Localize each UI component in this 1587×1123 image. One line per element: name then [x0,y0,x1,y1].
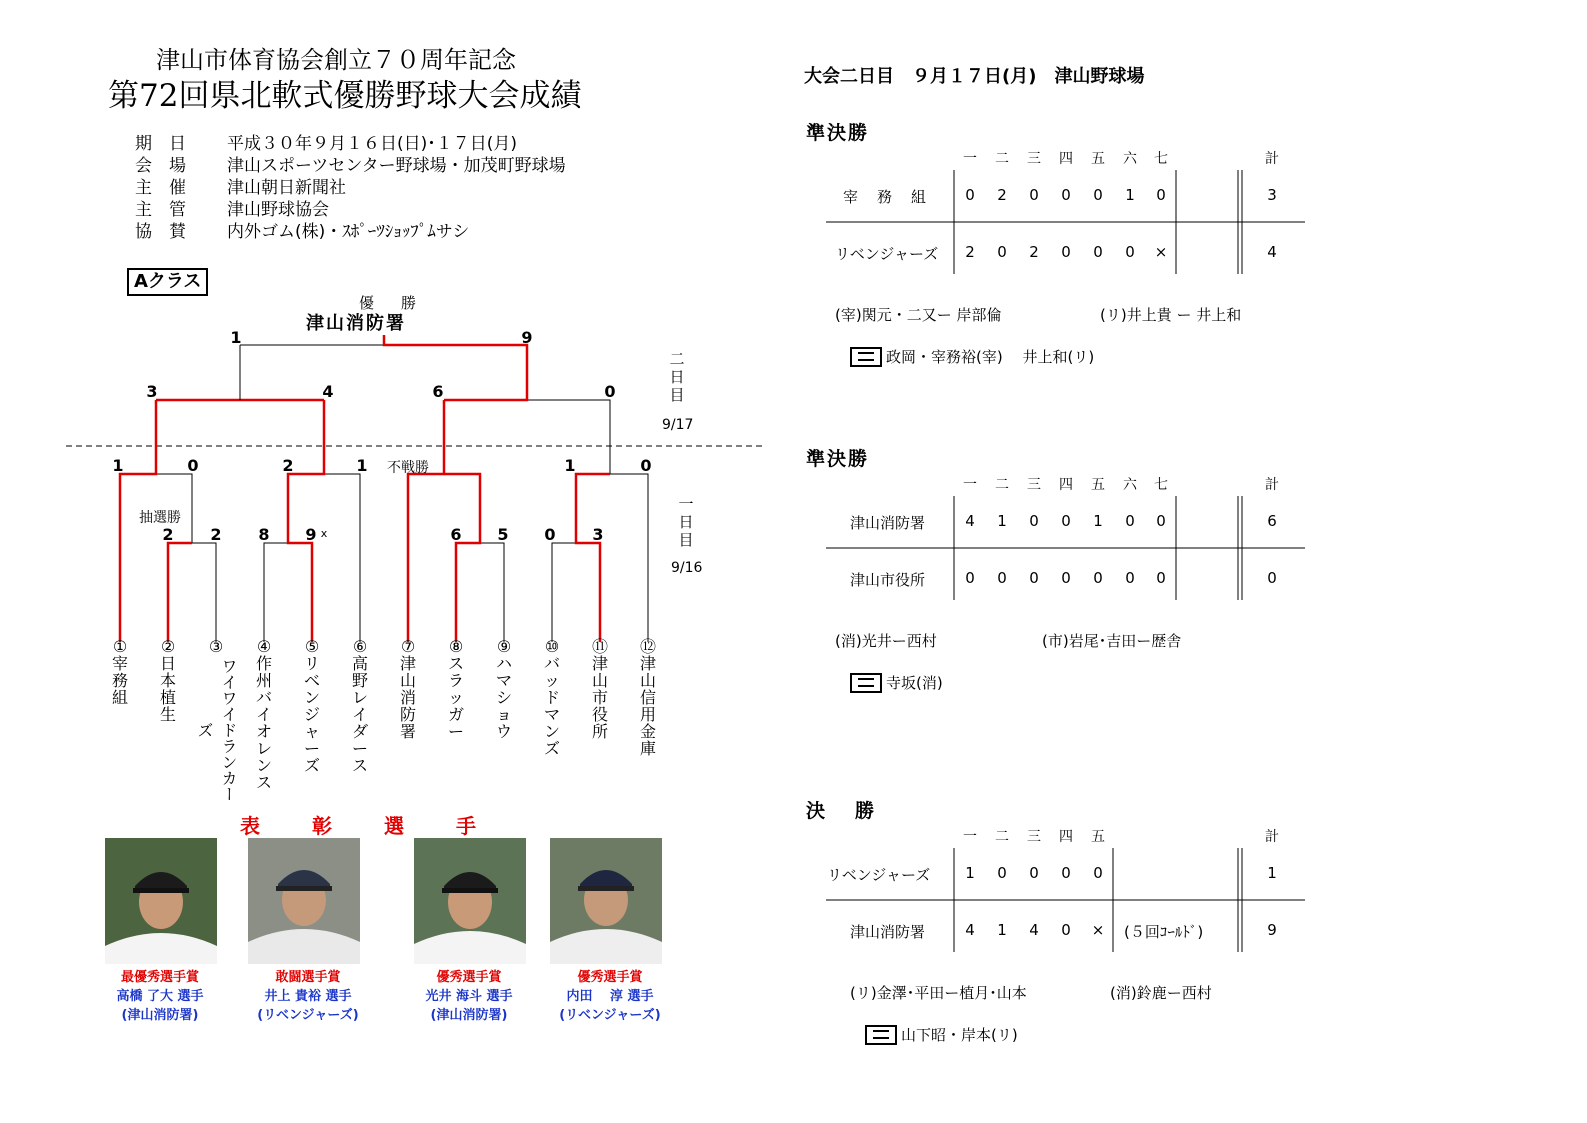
inning-score: 0 [1029,569,1039,587]
r1d-score-right: 3 [592,525,604,544]
inning-header: 七 [1154,477,1168,493]
team-name: 宰務組 [111,654,128,707]
inning-header: 二 [995,829,1009,845]
team-name: 津山市役所 [591,654,608,741]
r2b-score-right: 1 [356,456,368,475]
inning-score: 0 [1029,864,1039,882]
team-name: 高野レイダース [351,654,368,775]
r1b-score-left: 8 [258,525,270,544]
award-name: 優秀選手賞 [577,970,643,985]
inning-header: 三 [1027,829,1041,845]
lottery-win-label: 抽選勝 [139,510,181,526]
team-entry [492,638,516,740]
award-name: 敢闘選手賞 [275,970,341,985]
doubles-row [850,346,1094,367]
team-number: ⑪ [591,637,608,656]
team-name: 津山消防署 [399,654,416,741]
inning-score: 0 [1029,512,1039,530]
player-portrait-icon [248,838,360,964]
info-value: 内外ゴム(株)・ｽﾎﾟｰﾂｼｮｯﾌﾟﾑサシ [227,222,470,242]
player-photo [414,838,526,964]
win-line [288,400,324,642]
team-entry [195,637,238,805]
win-line [444,474,480,642]
inning-score: 0 [1156,569,1166,587]
inning-score: 0 [1156,512,1166,530]
team-name: リベンジャーズ [827,866,931,884]
inning-score: 0 [1093,864,1103,882]
game-title: 決勝 [806,800,905,822]
info-value: 津山朝日新聞社 [227,178,346,198]
team-number: ② [160,637,176,656]
player-portrait-icon [414,838,526,964]
info-key: 期 日 [135,134,186,154]
win-line [408,400,444,642]
inning-header: 四 [1059,477,1073,493]
team-entry [540,638,564,757]
team-entry [444,638,468,740]
info-key: 会 場 [135,156,186,176]
player-photo [248,838,360,964]
inning-score: 0 [1061,569,1071,587]
award-name: 優秀選手賞 [436,970,502,985]
award-caption [248,968,368,1025]
inning-score: 0 [1093,569,1103,587]
inning-score: 4 [1029,921,1039,939]
event-subtitle: 津山市体育協会創立７０周年記念 [156,46,516,74]
battery-left: (リ)金澤･平田ー植月･山本 [850,984,1027,1002]
team-name: 日本植生 [159,654,176,724]
battery-left: (宰)関元・二又ー 岸部倫 [835,306,1002,324]
called-game-note: (５回ｺｰﾙﾄﾞ) [1124,923,1204,941]
team-name: ワイワイドランカーズ [195,658,238,802]
inning-score: 0 [997,569,1007,587]
inning-header: 五 [1091,829,1105,845]
inning-score: 0 [1125,243,1135,261]
inning-score: × [1154,243,1168,261]
inning-score: 0 [1061,512,1071,530]
player-team: (リベンジャーズ) [559,1008,661,1023]
player-photo [105,838,217,964]
team-name: 津山消防署 [850,923,926,941]
inning-header: 二 [995,477,1009,493]
battery-right: (リ)井上貴 ー 井上和 [1100,306,1242,324]
double-icon [850,673,882,693]
sf1-score-right: 4 [322,382,334,401]
award-caption [100,968,220,1025]
final-score-left: 1 [230,328,242,347]
info-key: 主 催 [135,178,186,198]
bracket-line [610,474,648,642]
inning-score: 4 [965,921,975,939]
total-score: 3 [1267,186,1277,204]
inning-score: 2 [997,186,1007,204]
cross-mark: x [320,527,328,540]
team-entry [396,638,420,740]
inning-score: 4 [965,512,975,530]
awards-title: 表彰選手 [240,814,528,838]
battery-right: (市)岩尾･吉田ー歴舎 [1042,632,1182,650]
inning-score: 0 [1093,243,1103,261]
player-portrait-icon [550,838,662,964]
day2-title: 大会二日目 ９月１７日(月) 津山野球場 [804,66,1145,87]
inning-score: × [1091,921,1105,939]
r1a-score-right: 2 [210,525,222,544]
day1-date: 9/16 [671,560,703,576]
team-name: 津山市役所 [850,571,926,589]
inning-score: 0 [1029,186,1039,204]
r2d-score-left: 1 [564,456,576,475]
double-icon [865,1025,897,1045]
bracket-line [192,543,216,642]
inning-score: 0 [965,569,975,587]
award-caption [550,968,670,1025]
team-number: ⑤ [304,637,320,656]
player-name: 光井 海斗 選手 [425,989,513,1004]
total-score: 4 [1267,243,1277,261]
bracket-line [324,474,360,642]
inning-score: 1 [997,512,1007,530]
r1d-score-left: 0 [544,525,556,544]
team-number: ⑥ [352,637,368,656]
team-entry [252,638,276,791]
total-score: 9 [1267,921,1277,939]
double-icon [850,347,882,367]
team-number: ③ [208,637,224,656]
info-key: 協 賛 [135,222,186,242]
inning-header: 四 [1059,151,1073,167]
player-name: 井上 貴裕 選手 [264,989,352,1004]
inning-score: 0 [1061,921,1071,939]
sf1-score-left: 3 [146,382,158,401]
team-number: ⑨ [496,637,512,656]
player-team: (津山消防署) [121,1008,199,1023]
inning-header: 三 [1027,477,1041,493]
inning-score: 0 [965,186,975,204]
team-number: ⑩ [544,637,560,656]
team-name: リベンジャーズ [303,654,320,775]
win-line [384,335,527,400]
sf2-score-right: 0 [604,382,616,401]
inning-header: 五 [1091,477,1105,493]
info-value: 平成３０年９月１６日(日)･１７日(月) [227,134,518,154]
player-name: 高橋 了大 選手 [116,989,204,1004]
game-title: 準決勝 [806,122,870,144]
r1c-score-left: 6 [450,525,462,544]
day2-label: 二日目 [669,350,685,404]
team-entry [348,638,372,774]
player-photo [550,838,662,964]
inning-score: 0 [1061,243,1071,261]
total-header: 計 [1265,477,1279,493]
bracket-line [552,543,576,642]
team-name: 津山信用金庫 [639,654,656,758]
info-value: 津山野球協会 [227,200,329,220]
inning-score: 0 [1061,186,1071,204]
battery-right: (消)鈴鹿ー西村 [1110,984,1212,1002]
r2a-score-left: 1 [112,456,124,475]
total-score: 1 [1267,864,1277,882]
inning-score: 0 [997,243,1007,261]
inning-header: 一 [963,151,977,167]
bracket-line [264,543,288,642]
page-title: 第72回県北軟式優勝野球大会成績 [108,78,582,114]
total-header: 計 [1265,151,1279,167]
team-name: 宰 務 組 [843,188,929,206]
team-name: 津山消防署 [850,514,926,532]
day1-label: 一日目 [678,495,694,549]
team-name: スラッガー [447,654,464,741]
champion-name: 津山消防署 [306,313,406,334]
inning-score: 0 [1093,186,1103,204]
total-header: 計 [1265,829,1279,845]
inning-score: 1 [997,921,1007,939]
inning-score: 0 [1156,186,1166,204]
info-value: 津山スポーツセンター野球場・加茂町野球場 [227,156,566,176]
doubles-row [850,672,943,693]
team-name: バッドマンズ [543,654,560,758]
team-name: 作州バイオレンス [255,654,272,792]
doubles-text: 政岡・宰務裕(宰) 井上和(リ) [886,348,1095,366]
player-team: (津山消防署) [430,1008,508,1023]
player-team: (リベンジャーズ) [257,1008,359,1023]
walkover-label: 不戦勝 [387,460,429,476]
team-entry [588,638,612,740]
inning-score: 0 [1061,864,1071,882]
win-line [576,474,610,642]
doubles-text: 山下昭・岸本(リ) [901,1026,1018,1044]
inning-header: 七 [1154,151,1168,167]
team-number: ① [112,637,128,656]
final-score-right: 9 [521,328,533,347]
team-number: ⑫ [639,637,656,656]
r1c-score-right: 5 [497,525,509,544]
total-score: 0 [1267,569,1277,587]
inning-score: 0 [1125,569,1135,587]
inning-header: 六 [1123,151,1137,167]
r2a-score-right: 0 [187,456,199,475]
team-number: ⑧ [448,637,464,656]
player-name: 内田 淳 選手 [566,989,654,1004]
class-label: Aクラス [127,268,208,296]
award-name: 最優秀選手賞 [120,970,199,985]
r2b-score-left: 2 [282,456,294,475]
inning-header: 五 [1091,151,1105,167]
doubles-row [865,1024,1018,1045]
team-number: ⑦ [400,637,416,656]
doubles-text: 寺坂(消) [886,674,943,692]
r1a-score-left: 2 [162,525,174,544]
inning-header: 六 [1123,477,1137,493]
inning-score: 0 [997,864,1007,882]
inning-header: 二 [995,151,1009,167]
inning-score: 2 [965,243,975,261]
inning-score: 2 [1029,243,1039,261]
team-entry [636,638,660,757]
team-entry [108,638,132,706]
info-key: 主 管 [135,200,186,220]
champion-label: 優 勝 [359,294,423,312]
inning-score: 1 [1125,186,1135,204]
player-portrait-icon [105,838,217,964]
inning-header: 一 [963,477,977,493]
win-line [168,543,192,642]
inning-score: 1 [965,864,975,882]
sf2-score-left: 6 [432,382,444,401]
bracket-line [480,543,504,642]
total-score: 6 [1267,512,1277,530]
team-entry [300,638,324,774]
award-caption [409,968,529,1025]
team-name: ハマショウ [495,654,512,741]
team-number: ④ [256,637,272,656]
r2d-score-right: 0 [640,456,652,475]
inning-score: 1 [1093,512,1103,530]
inning-score: 0 [1125,512,1135,530]
inning-header: 一 [963,829,977,845]
team-name: リベンジャーズ [835,245,939,263]
team-entry [156,638,180,723]
battery-left: (消)光井ー西村 [835,632,937,650]
game-title: 準決勝 [806,448,870,470]
inning-header: 四 [1059,829,1073,845]
day2-date: 9/17 [662,417,694,433]
r1b-score-right: 9 [305,525,317,544]
inning-header: 三 [1027,151,1041,167]
